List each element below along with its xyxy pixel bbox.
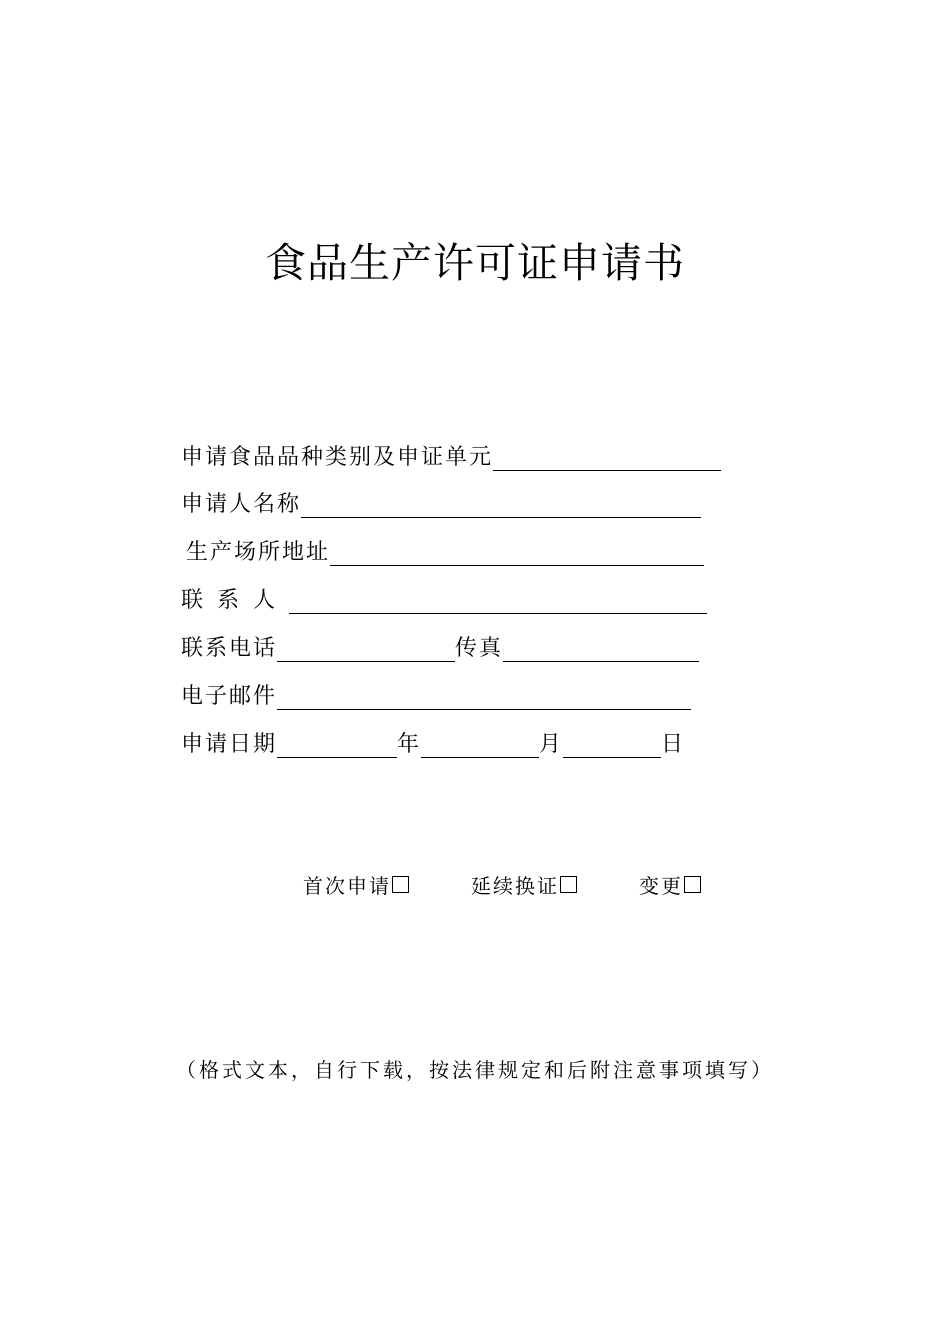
month-label: 月 bbox=[539, 732, 564, 757]
application-type-group bbox=[0, 866, 950, 902]
fax-label: 传真 bbox=[455, 636, 504, 661]
option-renewal[interactable] bbox=[471, 870, 577, 899]
year-label: 年 bbox=[397, 732, 422, 757]
format-note: （格式文本，自行下载，按法律规定和后附注意事项填写） bbox=[176, 1058, 774, 1082]
phone-input-line[interactable] bbox=[277, 637, 455, 662]
address-row bbox=[186, 530, 704, 566]
renewal-checkbox[interactable] bbox=[560, 876, 577, 893]
address-input-line[interactable] bbox=[330, 541, 704, 566]
fax-input-line[interactable] bbox=[503, 637, 699, 662]
option-first-application[interactable] bbox=[303, 870, 409, 899]
date-label: 申请日期 bbox=[181, 732, 278, 757]
contact-label: 联系人 bbox=[181, 588, 290, 613]
month-input-line[interactable] bbox=[421, 733, 539, 758]
phone-label: 联系电话 bbox=[181, 636, 278, 661]
first-application-checkbox[interactable] bbox=[392, 876, 409, 893]
form-title: 食品生产许可证申请书 bbox=[265, 239, 685, 287]
date-row bbox=[181, 722, 685, 758]
category-row bbox=[181, 435, 721, 471]
applicant-input-line[interactable] bbox=[301, 493, 701, 518]
applicant-row bbox=[181, 482, 701, 518]
change-checkbox[interactable] bbox=[684, 876, 701, 893]
email-input-line[interactable] bbox=[277, 685, 691, 710]
applicant-label: 申请人名称 bbox=[181, 492, 302, 517]
day-label: 日 bbox=[661, 732, 686, 757]
address-label: 生产场所地址 bbox=[186, 540, 331, 565]
option-change[interactable] bbox=[639, 870, 701, 899]
category-input-line[interactable] bbox=[493, 446, 721, 471]
contact-input-line[interactable] bbox=[289, 589, 707, 614]
email-row bbox=[181, 674, 691, 710]
email-label: 电子邮件 bbox=[181, 684, 278, 709]
contact-row bbox=[181, 578, 707, 614]
change-label: 变更 bbox=[639, 874, 683, 898]
phone-row bbox=[181, 626, 699, 662]
year-input-line[interactable] bbox=[277, 733, 397, 758]
first-application-label: 首次申请 bbox=[303, 874, 391, 898]
category-label: 申请食品品种类别及申证单元 bbox=[181, 445, 494, 470]
renewal-label: 延续换证 bbox=[471, 874, 559, 898]
day-input-line[interactable] bbox=[563, 733, 661, 758]
